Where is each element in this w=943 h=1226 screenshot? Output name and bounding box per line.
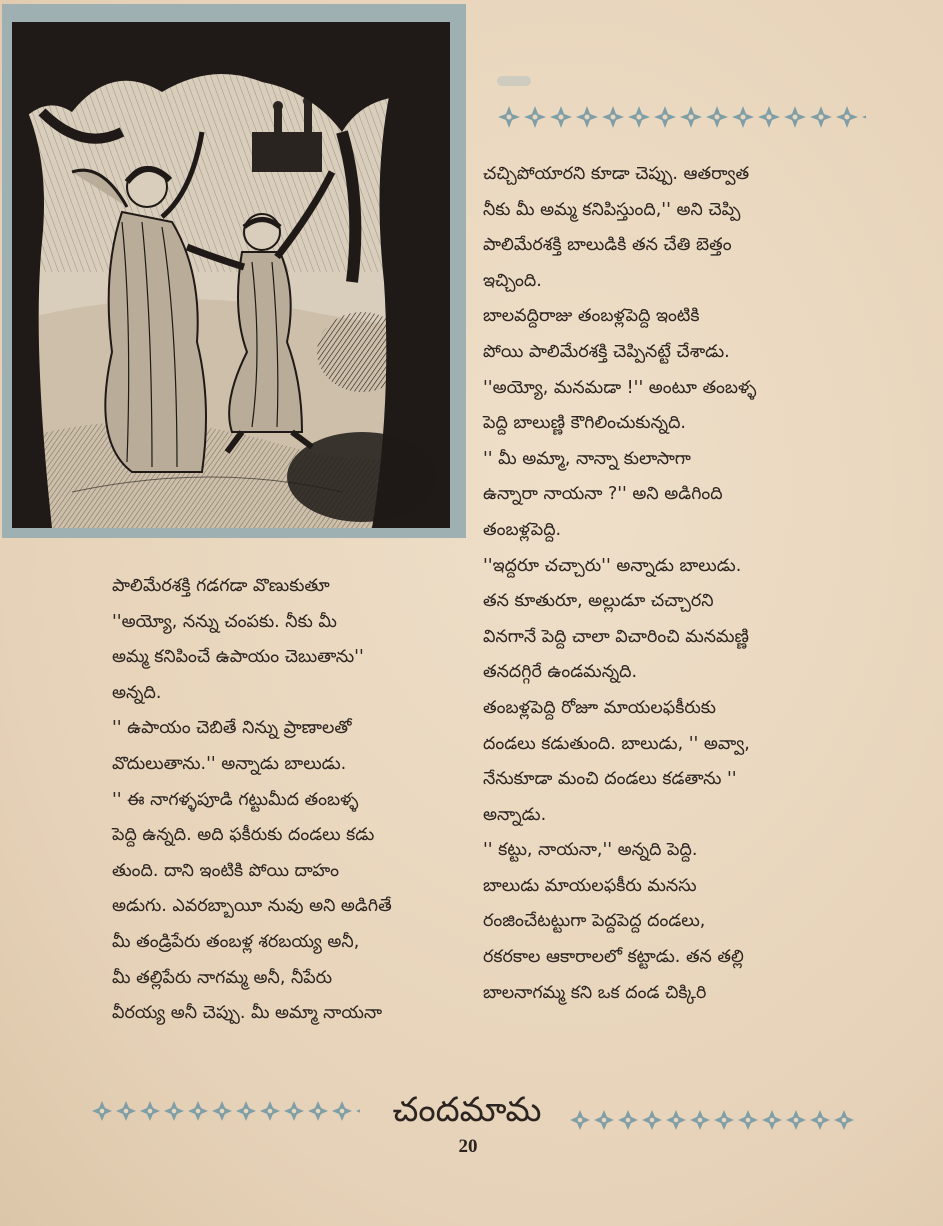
text-line: '' కట్టు, నాయనా,'' అన్నది పెద్ది. (483, 840, 698, 861)
text-line: పాలిమేరశక్తి బాలుడికి తన చేతి బెత్తం (483, 235, 732, 256)
ornament-border-bottom-right (568, 1108, 856, 1132)
magazine-masthead: చందమామ (392, 1090, 542, 1130)
text-line: '' ఉపాయం చెబితే నిన్ను ప్రాణాలతో (112, 718, 352, 739)
ornament-border-bottom-left (90, 1098, 360, 1124)
text-line: ''అయ్యో, మనమడా !'' అంటూ తంబళ్ళ (483, 377, 757, 398)
text-line: నేనుకూడా మంచి దండలు కడతాను '' (483, 769, 737, 790)
text-line: నీకు మీ అమ్మ కనిపిస్తుంది,'' అని చెప్పి (483, 199, 741, 220)
text-line: అడుగు. ఎవరబ్బాయీ నువు అని అడిగితే (112, 896, 392, 917)
text-line: ఉన్నారా నాయనా ?'' అని అడిగింది (483, 484, 723, 505)
text-line: పోయి పాలిమేరశక్తి చెప్పినట్టే చేశాడు. (483, 341, 730, 362)
text-line: ''అయ్యో, నన్ను చంపకు. నీకు మీ (112, 611, 337, 632)
text-line: బాలవద్దిరాజు తంబళ్లపెద్ది ఇంటికి (483, 306, 700, 327)
text-line: బాలుడు మాయలఫకీరు మనసు (483, 875, 697, 896)
text-line: తనదగ్గిరే ఉండమన్నది. (483, 662, 638, 683)
page-number: 20 (458, 1136, 478, 1157)
text-line: తన కూతురూ, అల్లుడూ చచ్చారని (483, 591, 714, 612)
text-line: తుంది. దాని ఇంటికి పోయి దాహం (112, 860, 339, 881)
illustration-frame (2, 4, 466, 538)
text-column-left (112, 569, 465, 1032)
text-line: మీ తల్లిపేరు నాగమ్మ అనీ, నీపేరు (112, 967, 333, 988)
ink-smudge (497, 76, 531, 86)
text-line: పెద్ది ఉన్నది. అది ఫకీరుకు దండలు కడు (112, 825, 375, 846)
text-line: దండలు కడుతుంది. బాలుడు, '' అవ్వా, (483, 733, 750, 754)
text-line: మీ తండ్రిపేరు తంబళ్ల శరబయ్య అనీ, (112, 931, 360, 952)
text-line: బాలనాగమ్మ కని ఒక దండ చిక్కిరి (483, 982, 707, 1003)
text-line: '' ఈ నాగళ్ళపూడి గట్టుమీద తంబళ్ళ (112, 789, 359, 810)
text-line: అన్నాడు. (483, 804, 547, 825)
text-line: '' మీ అమ్మా, నాన్నా కులాసాగా (483, 448, 691, 469)
ornament-border-top (496, 104, 866, 130)
text-line: ''ఇద్దరూ చచ్చారు'' అన్నాడు బాలుడు. (483, 555, 742, 576)
text-line: ఇచ్చింది. (483, 270, 542, 291)
text-line: అమ్మ కనిపించే ఉపాయం చెబుతాను'' (112, 647, 364, 668)
text-line: వీరయ్య అనీ చెప్పు. మీ అమ్మా నాయనా (112, 1003, 383, 1024)
text-line: పాలిమేరశక్తి గడగడా వొణుకుతూ (112, 576, 330, 596)
text-line: పెద్ది బాలుణ్ణి కౌగిలించుకున్నది. (483, 413, 686, 434)
text-line: రకరకాల ఆకారాలలో కట్టాడు. తన తల్లి (483, 947, 744, 968)
text-line: రంజించేటట్టుగా పెద్దపెద్ద దండలు, (483, 911, 706, 932)
text-line: అన్నది. (112, 682, 162, 703)
text-line: తంబళ్లపెద్ది. (483, 519, 562, 540)
text-line: వినగానే పెద్ది చాలా విచారించి మనమణ్ణి (483, 626, 749, 647)
text-line: వొదులుతాను.'' అన్నాడు బాలుడు. (112, 753, 347, 774)
illustration-woodcut (12, 22, 450, 528)
text-line: చచ్చిపోయారని కూడా చెప్పు. ఆతర్వాత (483, 164, 750, 184)
text-column-right (483, 157, 866, 1011)
text-line: తంబళ్లపెద్ది రోజూ మాయలఫకీరుకు (483, 697, 716, 718)
